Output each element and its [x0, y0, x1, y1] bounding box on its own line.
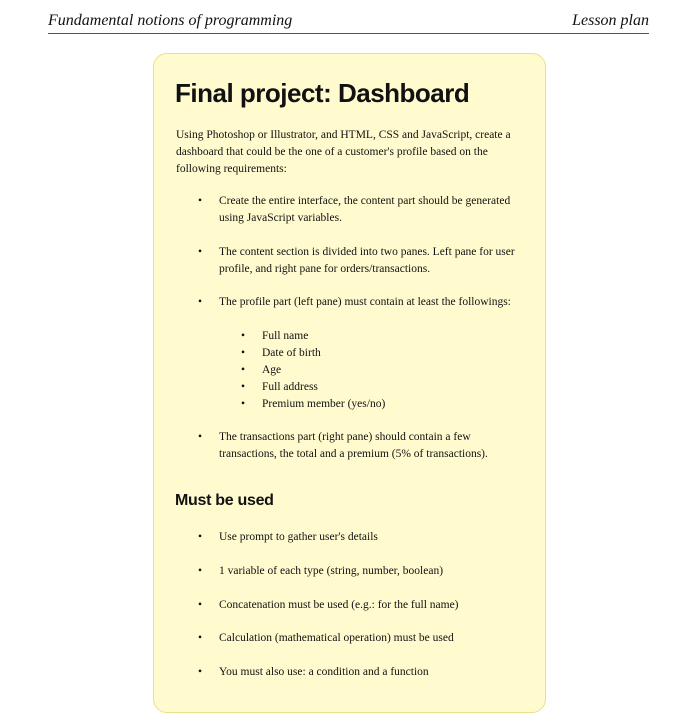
- requirement-text: The content section is divided into two panes. Left pane for user profile, and right pane for orders/transactions.: [219, 246, 515, 275]
- bullet-marker: •: [198, 296, 203, 308]
- bullet-marker: •: [198, 531, 203, 543]
- bullet-marker: •: [198, 246, 203, 258]
- bullet-marker: •: [198, 632, 203, 644]
- must-item-text: You must also use: a condition and a function: [219, 666, 429, 678]
- bullet-marker: •: [198, 431, 203, 443]
- project-title: Final project: Dashboard: [175, 78, 470, 108]
- profile-field-text: Age: [262, 364, 282, 376]
- profile-field-text: Full address: [262, 381, 318, 393]
- bullet-marker: •: [241, 347, 246, 359]
- requirement-text: The profile part (left pane) must contain at least the followings:: [219, 296, 511, 308]
- bullet-marker: •: [198, 565, 203, 577]
- bullet-marker: •: [241, 330, 246, 342]
- course-title: Fundamental notions of programming: [48, 12, 293, 29]
- must-item-text: 1 variable of each type (string, number, boolean): [219, 565, 444, 577]
- bullet-marker: •: [198, 195, 203, 207]
- must-item-text: Calculation (mathematical operation) must be used: [219, 632, 454, 644]
- profile-field-text: Full name: [262, 330, 309, 342]
- bullet-marker: •: [241, 398, 246, 410]
- profile-field-text: Date of birth: [262, 347, 321, 359]
- profile-field-text: Premium member (yes/no): [262, 398, 386, 410]
- requirement-text: The transactions part (right pane) should contain a few transactions, the total and a premium (5% of transactions).: [219, 431, 488, 460]
- bullet-marker: •: [241, 381, 246, 393]
- must-item-text: Concatenation must be used (e.g.: for the full name): [219, 599, 459, 611]
- document-type: Lesson plan: [572, 12, 649, 29]
- project-card: [153, 53, 546, 713]
- requirement-text: Create the entire interface, the content part should be generated using JavaScript variables.: [219, 195, 511, 224]
- bullet-marker: •: [198, 666, 203, 678]
- bullet-marker: •: [241, 364, 246, 376]
- project-intro: Using Photoshop or Illustrator, and HTML, CSS and JavaScript, create a dashboard that could be the one of a customer's profile based on the following requirements:: [176, 129, 511, 175]
- must-be-used-heading: Must be used: [175, 492, 274, 509]
- page-header: [48, 10, 649, 34]
- bullet-marker: •: [198, 599, 203, 611]
- must-item-text: Use prompt to gather user's details: [219, 531, 378, 543]
